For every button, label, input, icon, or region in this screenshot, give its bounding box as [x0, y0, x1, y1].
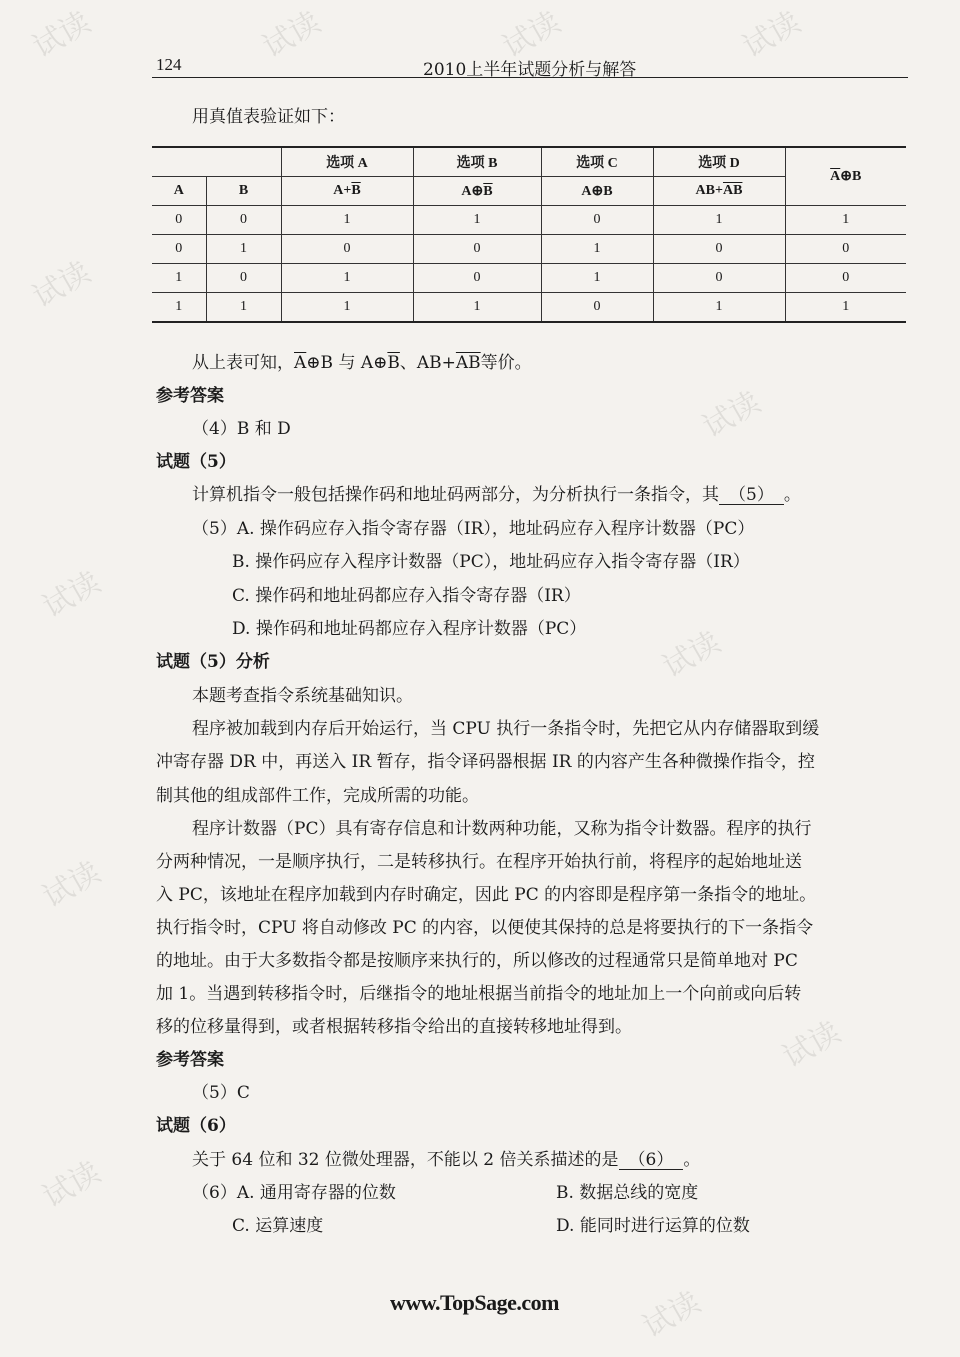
table-cell: 1 — [785, 293, 906, 323]
option-5d: D. 操作码和地址码都应存入程序计数器（PC） — [232, 619, 587, 639]
table-cell: 0 — [653, 235, 785, 264]
watermark: 试读 — [257, 4, 327, 66]
conclusion-expr-1: ⊕B — [306, 353, 334, 373]
analysis-heading-5: 试题（5）分析 — [156, 652, 270, 672]
table-cell: 0 — [653, 264, 785, 293]
option-5a: （5）A. 操作码应存入指令寄存器（IR），地址码应存入程序计数器（PC） — [192, 519, 755, 539]
answer-heading-4: 参考答案 — [156, 386, 224, 406]
page-number: 124 — [156, 55, 182, 74]
analysis-line: 移的位移量得到，或者根据转移指令给出的直接转移地址得到。 — [156, 1017, 632, 1037]
table-cell: 0 — [281, 235, 413, 264]
watermark: 试读 — [37, 1154, 107, 1216]
conclusion-sep: 、 — [399, 353, 417, 373]
overline-term: $\overline{A}$ — [294, 353, 307, 373]
analysis-line: 制其他的组成部件工作，完成所需的功能。 — [156, 786, 479, 806]
question-heading-6: 试题（6） — [156, 1116, 236, 1136]
table-cell: 1 — [653, 206, 785, 235]
conclusion-expr-3: $AB+\overline{AB}$ — [416, 353, 481, 373]
table-row — [152, 264, 906, 293]
running-header-title: 2010上半年试题分析与解答 — [423, 60, 637, 80]
answer-4: （4）B 和 D — [192, 419, 291, 439]
table-cell: 1 — [541, 235, 653, 264]
overline-term: $\overline{AB}$ — [455, 353, 481, 373]
question-heading-5: 试题（5） — [156, 452, 236, 472]
table-cell: 0 — [541, 293, 653, 323]
stem-text: 关于 64 位和 32 位微处理器，不能以 2 倍关系描述的是 — [192, 1150, 619, 1170]
truth-table — [152, 146, 906, 323]
watermark: 试读 — [37, 564, 107, 626]
table-cell: 1 — [653, 293, 785, 323]
table-cell: 0 — [206, 206, 281, 235]
conclusion-pre: 从上表可知， — [192, 353, 294, 373]
answer-heading-5: 参考答案 — [156, 1050, 224, 1070]
analysis-line: 加 1。当遇到转移指令时，后继指令的地址根据当前指令的地址加上一个向前或向后转 — [156, 984, 802, 1004]
table-header-cell: $AB+\overline{AB}$ — [653, 177, 785, 206]
analysis-line: 冲寄存器 DR 中，再送入 IR 暂存，指令译码器根据 IR 的内容产生各种微操作指令，控 — [156, 752, 815, 772]
option-6c: C. 运算速度 — [232, 1216, 324, 1236]
overline-term: $\overline{AB}$ — [722, 183, 743, 198]
question-stem-5 — [192, 484, 801, 506]
table-cell: 0 — [152, 235, 206, 264]
overline-term: $\overline{B}$ — [351, 183, 361, 198]
table-cell: 1 — [281, 206, 413, 235]
option-6a: （6）A. 通用寄存器的位数 — [192, 1183, 396, 1203]
table-cell: 0 — [541, 206, 653, 235]
table-header-cell: B — [206, 177, 281, 206]
watermark: 试读 — [637, 1284, 707, 1346]
option-6b: B. 数据总线的宽度 — [556, 1183, 699, 1203]
table-cell: 0 — [413, 235, 541, 264]
watermark: 试读 — [37, 854, 107, 916]
option-5c: C. 操作码和地址码都应存入指令寄存器（IR） — [232, 586, 581, 606]
overline-term: $\overline{B}$ — [387, 353, 400, 373]
table-corner-cell — [152, 147, 281, 177]
table-cell: 0 — [785, 235, 906, 264]
header-rule — [152, 77, 908, 78]
table-header-cell: 选项 C — [541, 147, 653, 177]
question-stem-6 — [192, 1149, 700, 1171]
answer-blank: （5） — [719, 486, 784, 505]
table-cell: 0 — [413, 264, 541, 293]
table-header-cell: 选项 B — [413, 147, 541, 177]
stem-text: 计算机指令一般包括操作码和地址码两部分，为分析执行一条指令，其 — [192, 485, 719, 505]
table-row — [152, 235, 906, 264]
table-cell: 1 — [206, 293, 281, 323]
overline-term: $\overline{B}$ — [483, 183, 493, 199]
watermark: 试读 — [27, 254, 97, 316]
conclusion-expr-2: $A\oplus\overline{B}$ — [360, 353, 400, 373]
table-row — [152, 293, 906, 323]
intro-text: 用真值表验证如下： — [192, 107, 345, 127]
watermark: 试读 — [497, 4, 567, 66]
table-cell: 0 — [152, 206, 206, 235]
footer-url: www.TopSage.com — [390, 1290, 559, 1315]
analysis-line: 本题考查指令系统基础知识。 — [192, 686, 413, 706]
table-header-cell: A⊕B — [541, 177, 653, 206]
conclusion-text — [192, 352, 532, 374]
conclusion-mid: 与 — [338, 353, 356, 373]
analysis-line: 的地址。由于大多数指令都是按顺序来执行的，所以修改的过程通常只是简单地对 PC — [156, 951, 798, 971]
table-cell: 1 — [785, 206, 906, 235]
answer-blank: （6） — [619, 1151, 684, 1170]
watermark: 试读 — [737, 4, 807, 66]
watermark: 试读 — [697, 384, 767, 446]
analysis-line: 程序被加载到内存后开始运行，当 CPU 执行一条指令时，先把它从内存储器取到缓 — [192, 719, 820, 739]
table-header-cell: 选项 A — [281, 147, 413, 177]
table-header-cell: A — [152, 177, 206, 206]
stem-end: 。 — [683, 1150, 701, 1170]
overline-term: $\overline{A}$ — [830, 169, 841, 184]
option-6d: D. 能同时进行运算的位数 — [556, 1216, 750, 1236]
table-cell: 1 — [413, 206, 541, 235]
analysis-line: 执行指令时，CPU 将自动修改 PC 的内容，以便使其保持的总是将要执行的下一条指令 — [156, 918, 814, 938]
analysis-line: 程序计数器（PC）具有寄存信息和计数两种功能，又称为指令计数器。程序的执行 — [192, 819, 812, 839]
table-header-cell: $\overline{A}\oplus B$ — [785, 147, 906, 206]
table-cell: 1 — [413, 293, 541, 323]
table-cell: 0 — [206, 264, 281, 293]
table-cell: 1 — [281, 264, 413, 293]
watermark: 试读 — [657, 624, 727, 686]
analysis-line: 分两种情况，一是顺序执行，二是转移执行。在程序开始执行前，将程序的起始地址送 — [156, 852, 802, 872]
table-header-cell: $A\oplus\overline{B}$ — [413, 177, 541, 206]
table-cell: 1 — [152, 293, 206, 323]
table-row — [152, 206, 906, 235]
table-cell: 1 — [206, 235, 281, 264]
table-row — [152, 147, 906, 177]
table-header-cell: $A+\overline{B}$ — [281, 177, 413, 206]
stem-end: 。 — [783, 485, 801, 505]
watermark: 试读 — [777, 1014, 847, 1076]
table-header-cell: 选项 D — [653, 147, 785, 177]
analysis-line: 入 PC，该地址在程序加载到内存时确定，因此 PC 的内容即是程序第一条指令的地址。 — [156, 885, 817, 905]
answer-5: （5）C — [192, 1083, 250, 1103]
watermark: 试读 — [27, 4, 97, 66]
table-cell: 1 — [541, 264, 653, 293]
table-cell: 1 — [281, 293, 413, 323]
table-cell: 0 — [785, 264, 906, 293]
table-cell: 1 — [152, 264, 206, 293]
conclusion-post: 等价。 — [480, 353, 532, 373]
option-5b: B. 操作码应存入程序计数器（PC），地址码应存入指令寄存器（IR） — [232, 552, 750, 572]
